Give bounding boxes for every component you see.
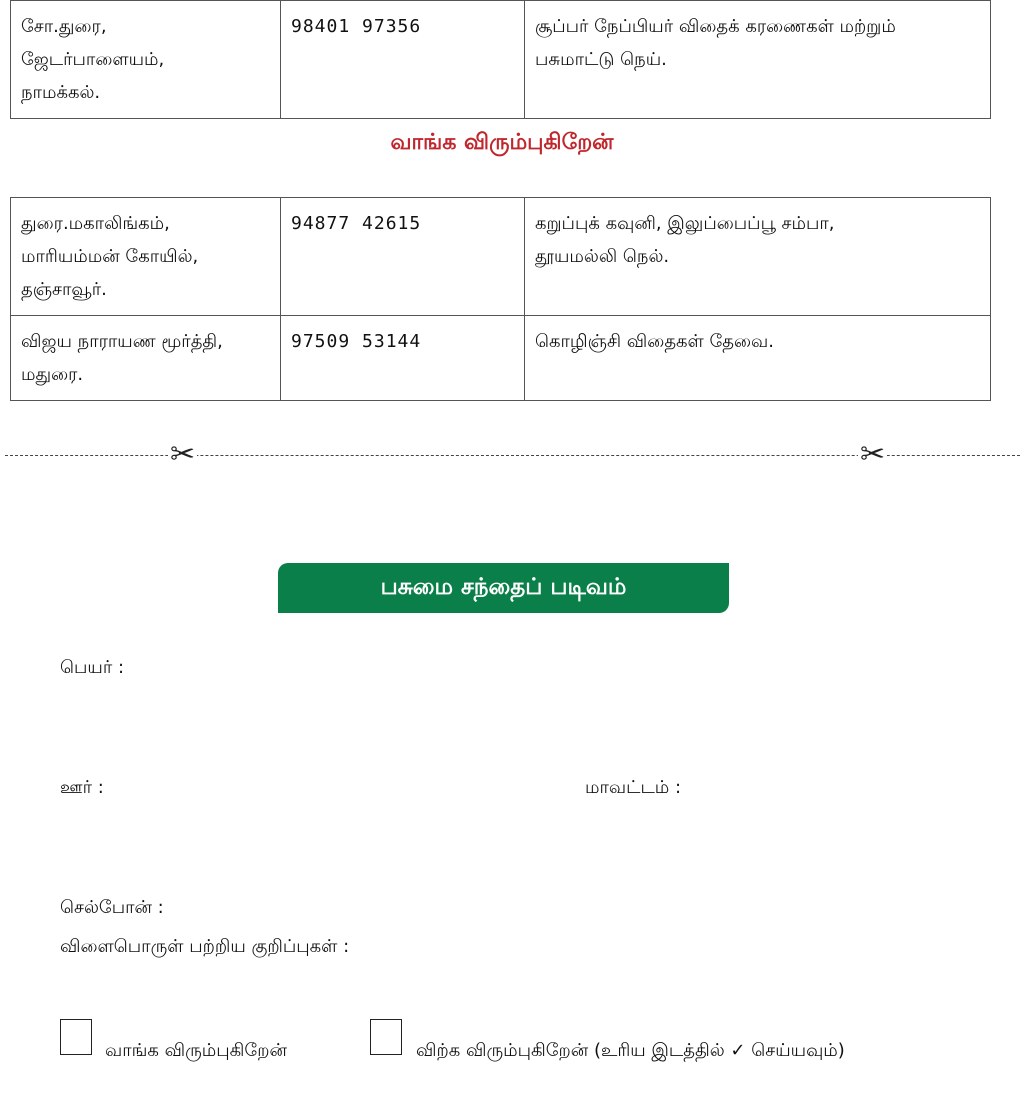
notes-field-label: விளைபொருள் பற்றிய குறிப்புகள் : bbox=[60, 936, 350, 957]
buyer-items: கொழிஞ்சி விதைகள் தேவை. bbox=[525, 316, 991, 401]
table-row bbox=[11, 198, 991, 316]
seller-items: சூப்பர் நேப்பியர் விதைக் கரணைகள் மற்றும் பசுமாட்டு நெய். bbox=[525, 1, 991, 119]
checkmark-icon: ✓ bbox=[730, 1040, 746, 1061]
buy-listings-table bbox=[10, 197, 991, 401]
buy-option-label: வாங்க விரும்புகிறேன் bbox=[105, 1040, 287, 1061]
form-title bbox=[278, 563, 729, 613]
form-title-text: பசுமை சந்தைப் படிவம் bbox=[380, 573, 627, 600]
sell-option-suffix: செய்யவும்) bbox=[751, 1040, 845, 1061]
village-field-label: ஊர் : bbox=[60, 777, 104, 798]
buyer-phone: 94877 42615 bbox=[281, 198, 525, 316]
name-field-label: பெயர் : bbox=[60, 657, 125, 678]
table-row bbox=[11, 316, 991, 401]
seller-name-address: சோ.துரை, ஜேடர்பாளையம், நாமக்கல். bbox=[11, 1, 281, 119]
buyer-phone: 97509 53144 bbox=[281, 316, 525, 401]
sell-listings-table bbox=[10, 0, 991, 119]
sell-option-label bbox=[416, 1038, 845, 1064]
table-row bbox=[11, 1, 991, 119]
buyer-name-address: துரை.மகாலிங்கம், மாரியம்மன் கோயில், தஞ்சாவூர். bbox=[11, 198, 281, 316]
buy-section-heading: வாங்க விரும்புகிறேன் bbox=[390, 130, 614, 155]
buy-checkbox[interactable] bbox=[60, 1019, 92, 1055]
district-field-label: மாவட்டம் : bbox=[585, 777, 682, 798]
buyer-items: கறுப்புக் கவுனி, இலுப்பைப்பூ சம்பா, தூயமல்லி நெல். bbox=[525, 198, 991, 316]
scissors-icon: ✂ bbox=[860, 437, 886, 472]
sell-option-text: விற்க விரும்புகிறேன் (உரிய இடத்தில் bbox=[416, 1040, 725, 1061]
phone-field-label: செல்போன் : bbox=[60, 897, 164, 918]
sell-checkbox[interactable] bbox=[370, 1019, 402, 1055]
seller-phone: 98401 97356 bbox=[281, 1, 525, 119]
buyer-name-address: விஜய நாராயண மூர்த்தி, மதுரை. bbox=[11, 316, 281, 401]
scissors-icon: ✂ bbox=[170, 437, 196, 472]
